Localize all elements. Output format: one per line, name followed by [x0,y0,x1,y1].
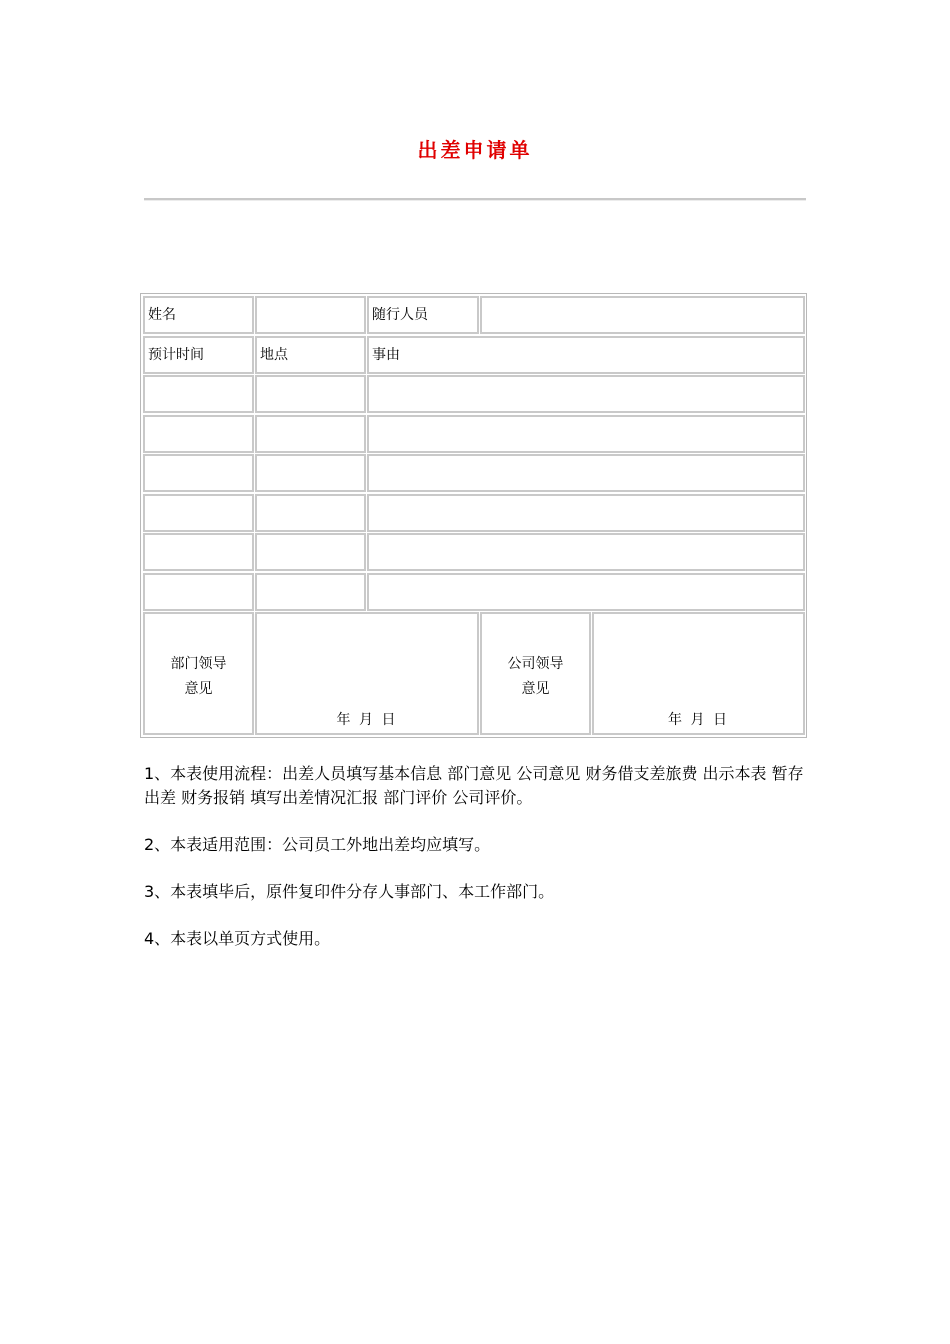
note-item: 1、本表使用流程：出差人员填写基本信息 部门意见 公司意见 财务借支差旅费 出示本表 暂存 出差 财务报销 填写出差情况汇报 部门评价 公司评价。 [144,764,804,807]
company-opinion-label [482,652,589,702]
company-opinion-date: 年 月 日 [668,712,729,728]
reason-cell[interactable] [367,573,805,611]
reason-cell[interactable] [367,415,805,453]
reason-header-cell [367,336,805,374]
place-cell[interactable] [255,415,366,453]
dept-opinion-date: 年 月 日 [336,712,398,728]
notes [144,762,812,974]
page-title: 出差申请单 [417,138,533,162]
reason-header: 事由 [372,347,400,363]
companion-label-cell [367,296,479,334]
companion-input-cell[interactable] [480,296,805,334]
time-cell[interactable] [143,454,254,492]
time-cell[interactable] [143,494,254,532]
place-cell[interactable] [255,533,366,571]
place-cell[interactable] [255,454,366,492]
company-opinion-label-line2: 意见 [521,681,550,697]
time-header-cell [143,336,254,374]
dept-opinion-label-line2: 意见 [184,681,213,697]
place-cell[interactable] [255,494,366,532]
companion-label: 随行人员 [372,307,428,323]
dept-opinion-label-cell [143,612,254,735]
dept-opinion-label [145,652,252,702]
time-header: 预计时间 [148,347,204,363]
time-cell[interactable] [143,573,254,611]
place-cell[interactable] [255,573,366,611]
note-item: 4、本表以单页方式使用。 [144,929,331,948]
note-item: 2、本表适用范围：公司员工外地出差均应填写。 [144,835,491,854]
reason-cell[interactable] [367,494,805,532]
place-header-cell [255,336,366,374]
place-header: 地点 [260,347,288,363]
time-cell[interactable] [143,415,254,453]
title-divider [144,198,806,201]
time-cell[interactable] [143,375,254,413]
dept-opinion-label-line1: 部门领导 [170,656,227,672]
reason-cell[interactable] [367,375,805,413]
travel-request-form [140,293,807,738]
place-cell[interactable] [255,375,366,413]
note-item: 3、本表填毕后，原件复印件分存人事部门、本工作部门。 [144,882,555,901]
company-opinion-input-cell[interactable] [592,612,805,735]
reason-cell[interactable] [367,533,805,571]
company-opinion-label-cell [480,612,591,735]
time-cell[interactable] [143,533,254,571]
name-input-cell[interactable] [255,296,366,334]
reason-cell[interactable] [367,454,805,492]
name-label: 姓名 [148,307,176,323]
name-label-cell [143,296,254,334]
company-opinion-label-line1: 公司领导 [507,656,564,672]
dept-opinion-input-cell[interactable] [255,612,479,735]
